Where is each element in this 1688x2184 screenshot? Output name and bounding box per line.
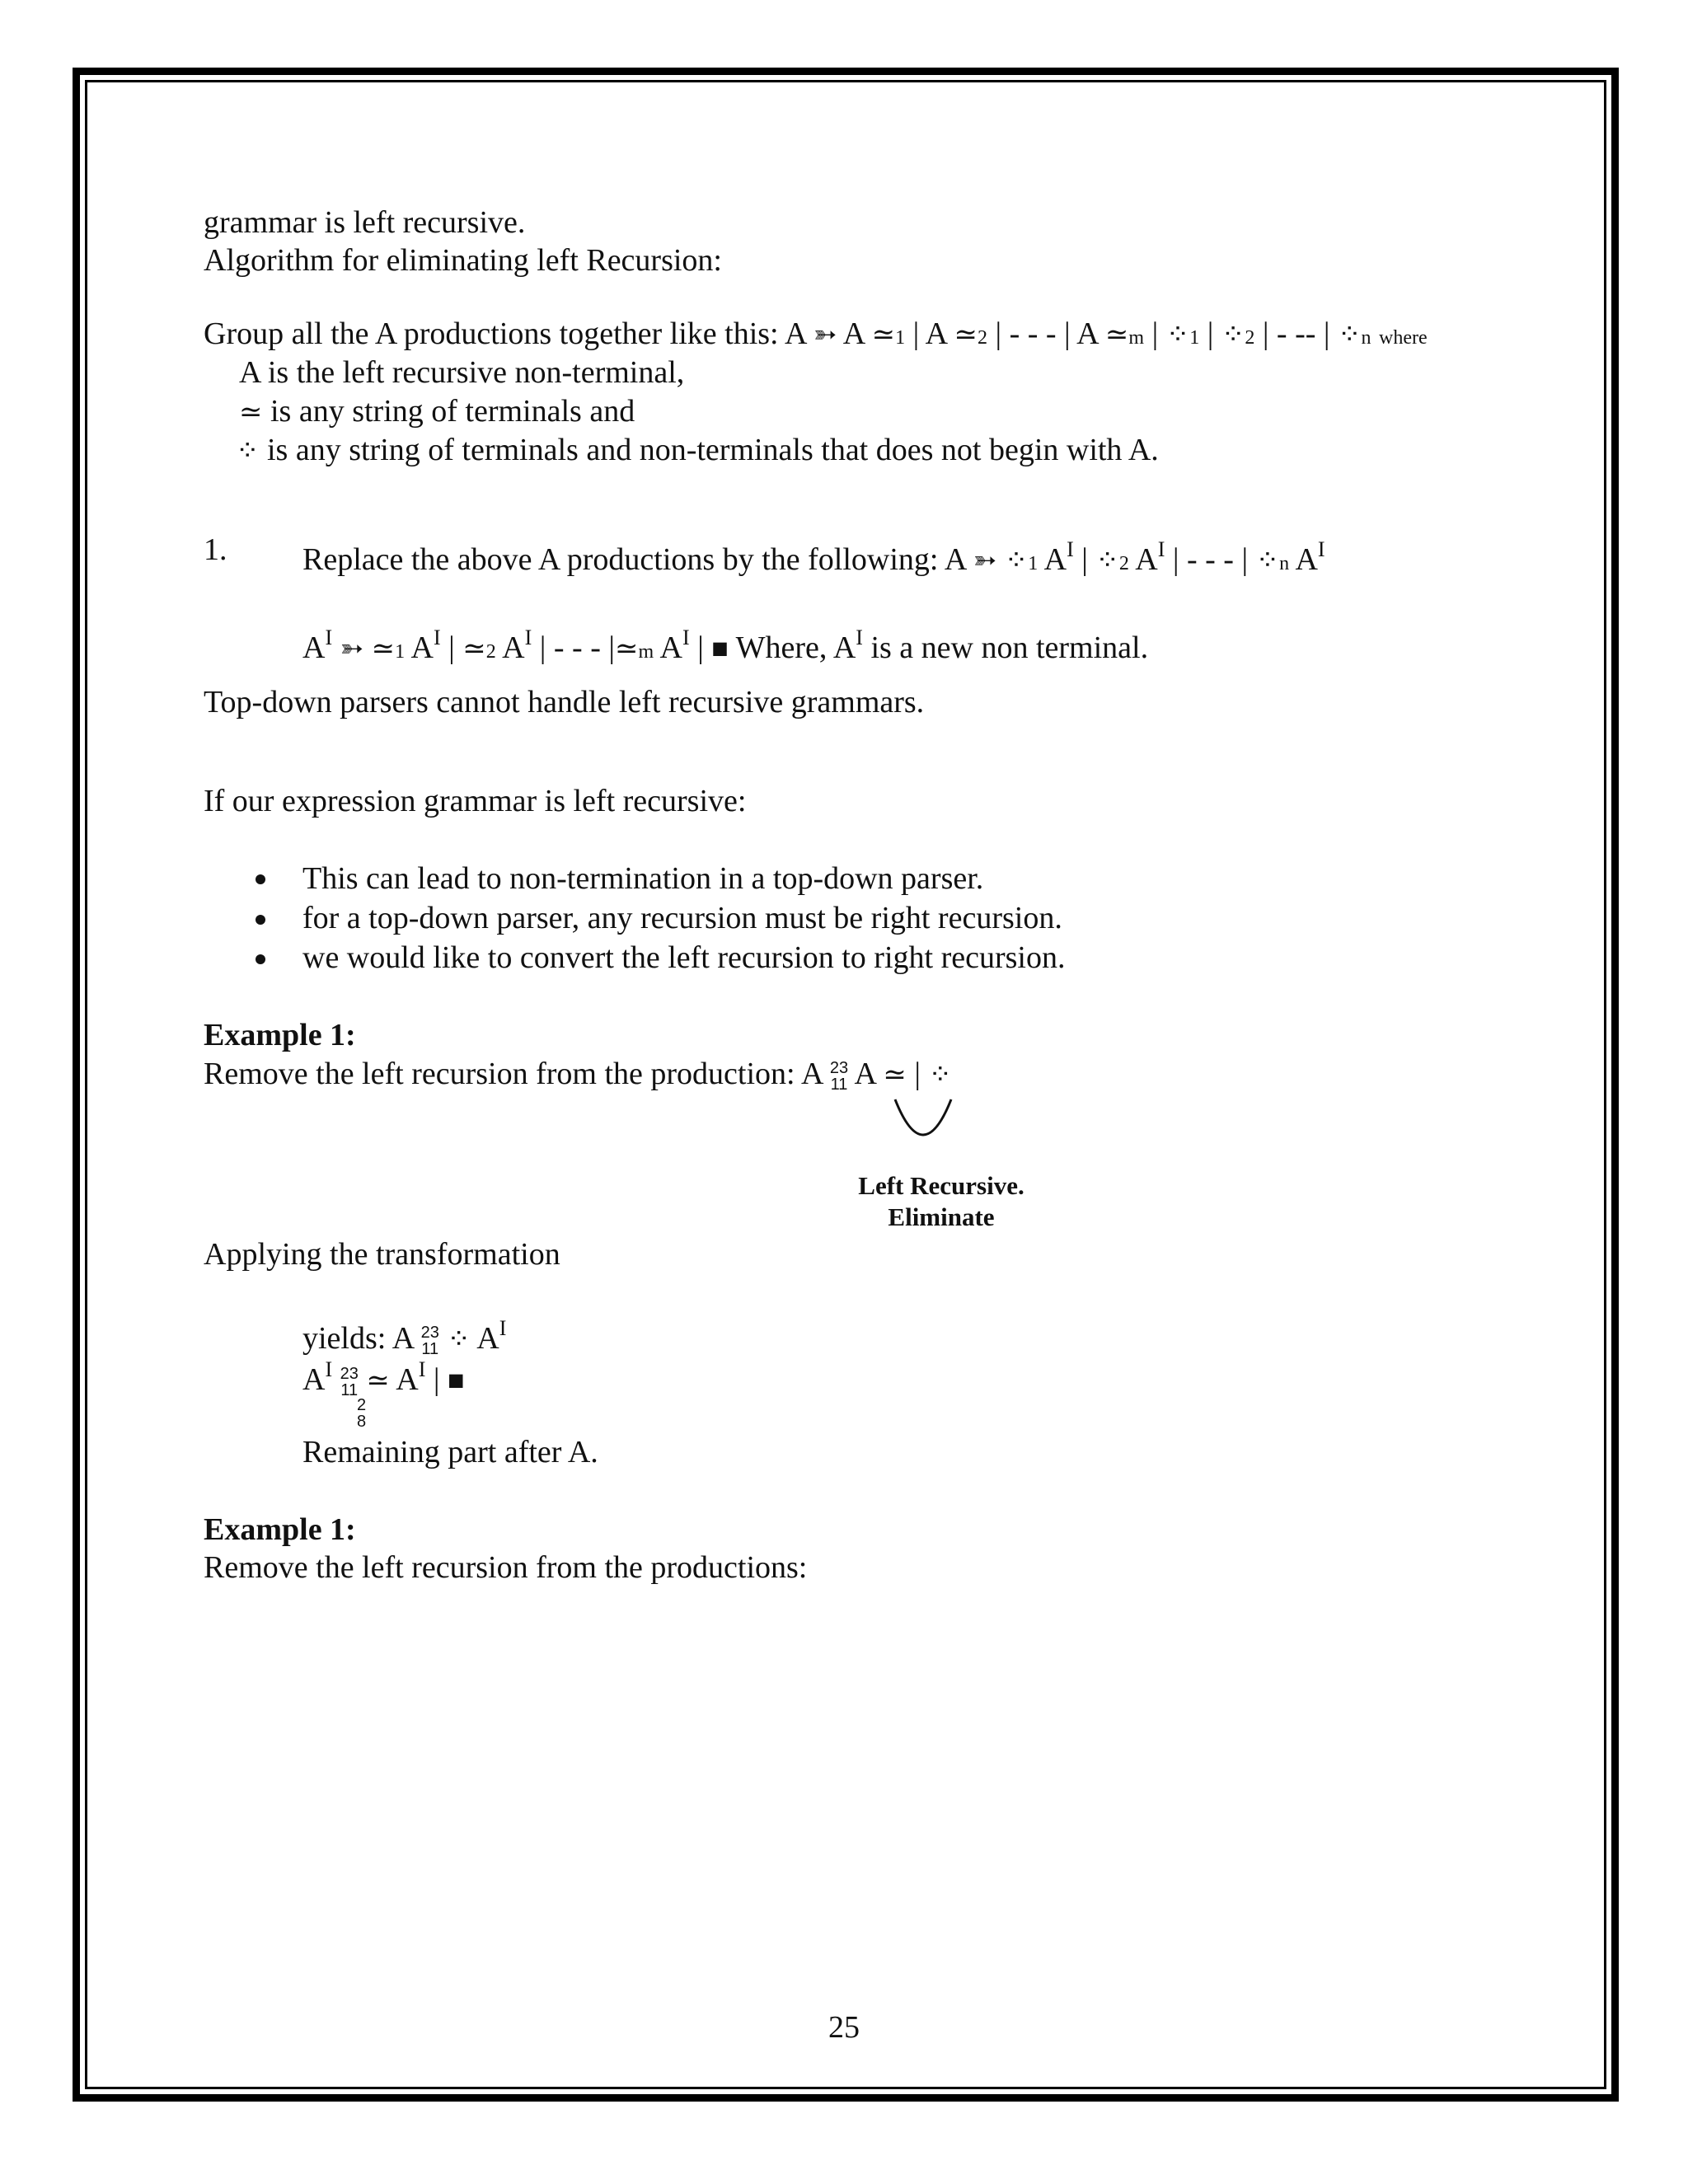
- arrow-glyph: 23 11: [829, 1059, 849, 1094]
- definition-beta: ⁘ is any string of terminals and non-terminals that does not begin with A.: [236, 432, 1159, 470]
- yields-rule: yields: A 23 11 ⁘ $A^I$: [302, 1316, 507, 1359]
- step-rule: Replace the above A productions by the following: A ➳ ⁘1 $A^I$ | ⁘2 $A^I$ | - - - | ⁘n $A^I$: [302, 537, 1325, 577]
- list-item: This can lead to non-termination in a top-down parser.: [302, 861, 984, 896]
- where-label: where: [1379, 327, 1428, 349]
- definition-alpha: ≃ is any string of terminals and: [239, 393, 635, 431]
- example-heading: Example 1:: [204, 1018, 356, 1052]
- alpha-glyph: ≃: [239, 397, 263, 428]
- epsilon-glyph: ■: [711, 634, 729, 664]
- section-heading: Algorithm for eliminating left Recursion:: [204, 243, 722, 278]
- text-line: grammar is left recursive.: [204, 205, 526, 240]
- beta-glyph: ⁘: [236, 436, 260, 466]
- text-line: Top-down parsers cannot handle left recursive grammars.: [204, 685, 925, 719]
- bullet-dot: [256, 915, 265, 925]
- list-item: for a top-down parser, any recursion must be right recursion.: [302, 901, 1062, 935]
- aprime-rule: $A^I$ 23 11 ≃ $A^I$ | ■: [302, 1357, 465, 1400]
- text-line: If our expression grammar is left recursive:: [204, 784, 747, 818]
- text-line: Remaining part after A.: [302, 1435, 598, 1469]
- annotation-left-recursive: Left Recursive.: [858, 1171, 1025, 1200]
- text-line: Remove the left recursion from the productions:: [204, 1550, 808, 1585]
- list-item: we would like to convert the left recursion to right recursion.: [302, 940, 1066, 975]
- annotation-eliminate: Eliminate: [888, 1202, 995, 1231]
- epsilon-glyph: ■: [448, 1366, 465, 1396]
- step-number: 1.: [204, 532, 227, 567]
- definition-a: A is the left recursive non-terminal,: [239, 355, 685, 390]
- text-line: Applying the transformation: [204, 1237, 560, 1272]
- underbrace-curve: [890, 1096, 956, 1154]
- group-intro: Group all the A productions together like this: A: [204, 316, 806, 351]
- bullet-dot: [256, 954, 265, 964]
- bullet-dot: [256, 874, 265, 884]
- example-heading: Example 1:: [204, 1512, 356, 1547]
- new-nonterminal-rule: $A^I$ ➳ ≃1 $A^I$ | ≃2 $A^I$ | - - - |≃m $A^I$ | ■ Where, $A^I$ is a new non terminal.: [302, 620, 1148, 670]
- fraction-mark: 2 8: [357, 1396, 367, 1432]
- page-number: 25: [828, 2010, 860, 2045]
- arrow-glyph: ➳: [813, 320, 837, 350]
- example-rule: Remove the left recursion from the production: A 23 11 A ≃ | ⁘: [204, 1057, 952, 1094]
- group-rule: Group all the A productions together like this: A ➳ A ≃1 | A ≃2 | - - - | A ≃m | ⁘1 | ⁘2 | - -- | ⁘n where: [204, 316, 1428, 356]
